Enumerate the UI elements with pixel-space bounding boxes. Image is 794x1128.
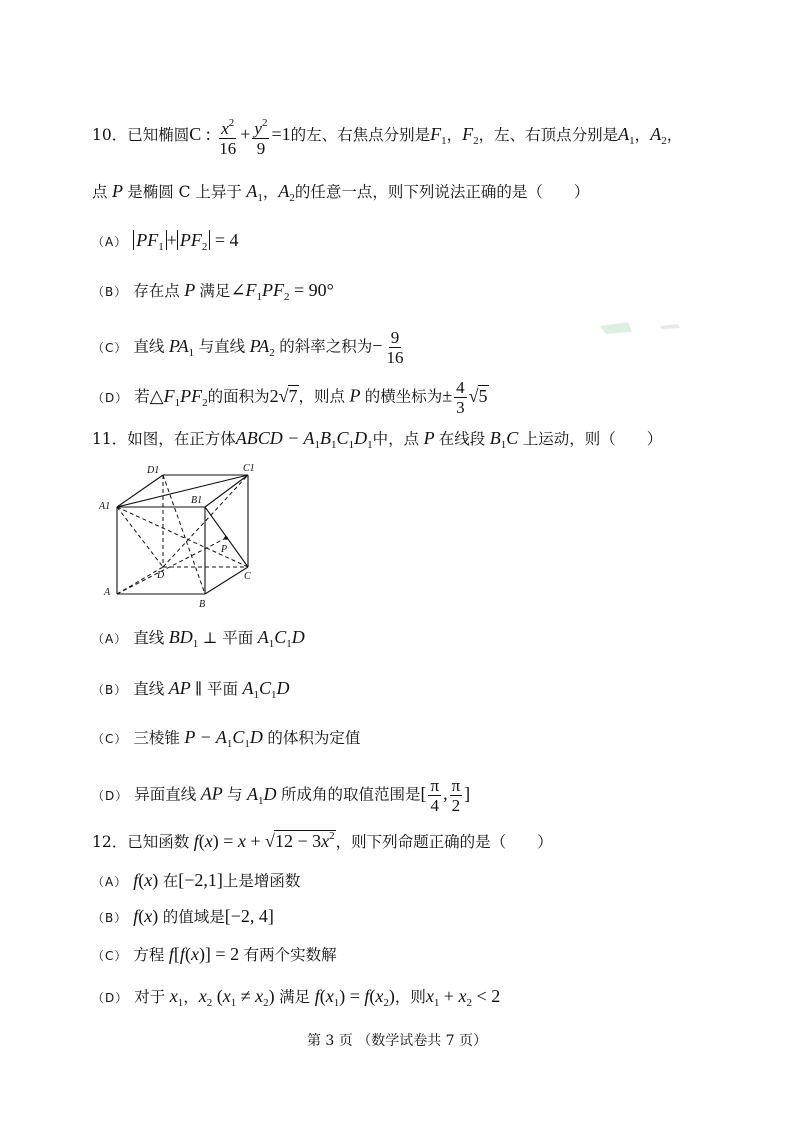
seg-a-p — [117, 538, 226, 594]
label-c: C — [244, 571, 251, 582]
q10-stem-text: 10．已知椭圆 — [92, 126, 190, 144]
watermark-mark — [598, 318, 688, 338]
point-p — [224, 536, 228, 540]
q10-option-b: （B） 存在点 P 满足$\angle F_1PF_2 = 90^\circ$ — [92, 280, 334, 303]
q10-option-c: （C） 直线 $PA_1$ 与直线 $PA_2$ 的斜率之积为− $\frac{9}{16}$ — [92, 328, 404, 367]
label-b1: B1 — [191, 495, 203, 506]
q10-option-d: （D） 若$\triangle F_1PF_2$的面积为2√7，则点 P 的横坐标为± $\frac{4}{3}$ √5 — [92, 378, 488, 417]
q12-option-d: （D） 对于 $x_1$，$x_2$ $(x_1 \ne x_2)$ 满足 $f(x_1) = f(x_2)$，则$x_1 + x_2 < 2$ — [92, 986, 501, 1009]
q12-option-b: （B） f(x) 的值域是[−2, 4] — [92, 906, 274, 926]
q11-option-d: （D） 异面直线 AP 与 $A_1D$ 所成角的取值范围是[ $\frac{\pi}{4}$ , $\frac{\pi}{2}$ ] — [92, 776, 471, 815]
q11-stem: 11．如图，在正方体ABCD − $A_1B_1C_1D_1$中，点 P 在线段 $B_1C$ 上运动，则（ ） — [92, 428, 663, 451]
label-d: D — [157, 570, 165, 581]
diag-a1-c1 — [117, 475, 248, 507]
q10-stem-line1: 10．已知椭圆C : $\frac{x^2}{16}$ + $\frac{y^2}{9}$ =1的左、右焦点分别是$F_1$，$F_2$，左、右顶点分别是$A_1$，$A_2$， — [92, 114, 682, 158]
edge-a1-d1 — [117, 475, 163, 507]
ellipse-name: C — [189, 124, 202, 144]
label-b: B — [199, 599, 206, 610]
diag-a1-d — [117, 507, 163, 567]
q10-option-a: （A） $PF_1 + PF_2 = 4$ — [92, 230, 239, 253]
q11-option-b: （B） 直线 AP ∥ 平面 $A_1C_1D$ — [92, 678, 290, 701]
q11-option-a: （A） 直线 $BD_1$ ⊥ 平面 $A_1C_1D$ — [92, 627, 305, 650]
frac-y: $\frac{y^2}{9}$ — [252, 114, 269, 158]
seg-a1-c — [117, 507, 248, 567]
q12-option-c: （C） 方程 f[f(x)] = 2 有两个实数解 — [92, 944, 337, 964]
page-footer: 第 3 页 （数学试卷共 7 页） — [306, 1033, 488, 1049]
q12-stem: 12．已知函数 $f(x) = x + √12 - 3x^2$，则下列命题正确的是（ ） — [92, 830, 553, 851]
cube-figure — [95, 462, 270, 612]
q10-stem-line2: 点 P 是椭圆 C 上异于 $A_1$，$A_2$的任意一点，则下列说法正确的是（ ） — [92, 181, 590, 204]
q12-option-a: （A） f(x) 在[−2,1]上是增函数 — [92, 870, 301, 890]
diag-d1-b — [163, 475, 205, 594]
label-p: P — [221, 544, 228, 555]
frac-x: $\frac{x^2}{16}$ — [217, 114, 238, 158]
label-d1: D1 — [147, 465, 160, 476]
label-a1: A1 — [99, 501, 111, 512]
q11-option-c: （C） 三棱锥 $P - A_1C_1D$ 的体积为定值 — [92, 727, 361, 750]
label-c1: C1 — [243, 463, 255, 474]
label-a: A — [104, 587, 111, 598]
edge-b-c — [205, 567, 248, 594]
